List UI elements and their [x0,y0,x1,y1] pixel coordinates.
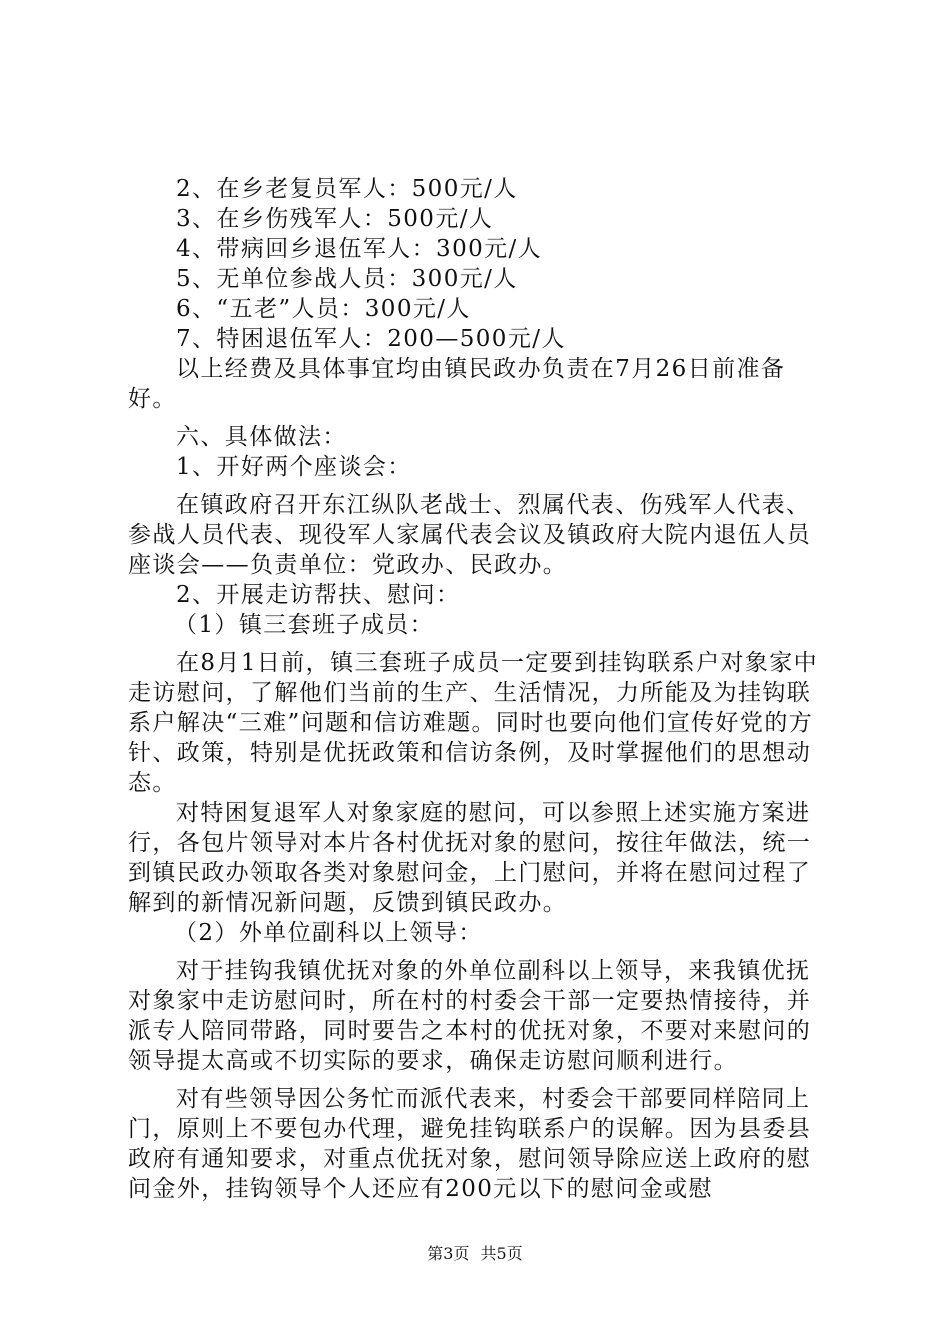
funding-note-paragraph: 以上经费及具体事宜均由镇民政办负责在7月26日前准备好。 [128,356,786,412]
list-item-benefit-3: 3、在乡伤残军人：500元/人 [176,206,494,232]
page-number: 第3页 [427,1244,470,1263]
page-footer [0,1244,950,1264]
subheading-town-leaders: （1）镇三套班子成员： [174,612,435,638]
hardship-visits-paragraph: 对特困复退军人对象家庭的慰问，可以参照上述实施方案进行，各包片领导对本片各村优抚对象的慰问，按往年做法，统一到镇民政办领取各类对象慰问金，上门慰问，并将在慰问过程了解到的新情况新问题，反馈到镇民政办。 [128,800,812,916]
subheading-two-meetings: 1、开好两个座谈会： [176,454,412,480]
meetings-paragraph: 在镇政府召开东江纵队老战士、烈属代表、伤残军人代表、参战人员代表、现役军人家属代表会议及镇政府大院内退伍人员座谈会——负责单位：党政办、民政办。 [128,492,812,578]
list-item-benefit-4: 4、带病回乡退伍军人：300元/人 [176,236,543,262]
list-item-benefit-7: 7、特困退伍军人：200—500元/人 [176,326,566,352]
list-item-benefit-5: 5、无单位参战人员：300元/人 [176,266,518,292]
list-item-benefit-2: 2、在乡老复员军人：500元/人 [176,176,518,202]
section-heading-methods: 六、具体做法： [176,424,347,450]
external-leaders-paragraph: 对于挂钩我镇优抚对象的外单位副科以上领导，来我镇优抚对象家中走访慰问时，所在村的村委会干部一定要热情接待，并派专人陪同带路，同时要告之本村的优抚对象，不要对来慰问的领导提太高或不切实际的要求，确保走访慰问顺利进行。 [128,958,812,1074]
town-leaders-paragraph: 在8月1日前，镇三套班子成员一定要到挂钩联系户对象家中走访慰问，了解他们当前的生产、生活情况，力所能及为挂钩联系户解决“三难”问题和信访难题。同时也要向他们宣传好党的方针、政策，特别是优抚政策和信访条例，及时掌握他们的思想动态。 [128,650,819,796]
page-total: 共5页 [480,1244,523,1263]
list-item-benefit-6: 6、“五老”人员：300元/人 [176,296,471,322]
document-body [128,174,832,1204]
subheading-external-leaders: （2）外单位副科以上领导： [174,920,483,946]
subheading-visits: 2、开展走访帮扶、慰问： [176,582,461,608]
representatives-paragraph: 对有些领导因公务忙而派代表来，村委会干部要同样陪同上门，原则上不要包办代理，避免挂钩联系户的误解。因为县委县政府有通知要求，对重点优抚对象，慰问领导除应送上政府的慰问金外，挂钩领导个人还应有200元以下的慰问金或慰 [128,1086,812,1202]
